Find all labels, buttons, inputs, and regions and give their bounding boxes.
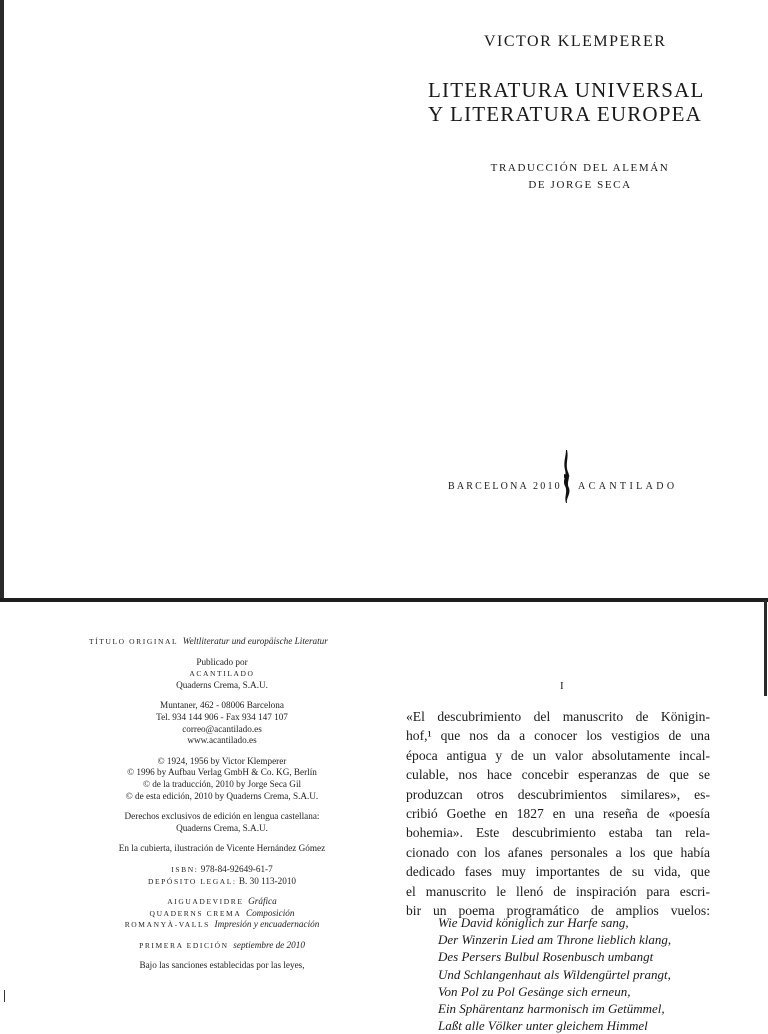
website: www.acantilado.es: [187, 735, 257, 746]
credit-row: AIGUADEVIDRE Gráfica: [167, 896, 277, 907]
copyright-line: © de la traducción, 2010 by Jorge Seca Gil: [142, 778, 302, 789]
page-edge: [764, 600, 767, 696]
text-line: cribió Goethe en 1827 en una reseña de «poesía: [406, 806, 710, 822]
credit-row: ROMANYÀ-VALLS Impresión y encuadernación: [124, 919, 320, 930]
copyright-line: © 1996 by Aufbau Verlag GmbH & Co. KG, Berlín: [127, 767, 317, 778]
isbn-row: ISBN: 978-84-92649-61-7: [171, 863, 273, 874]
text-line: culable, nos hace concebir esperanzas de que se: [406, 767, 710, 783]
poem-line: Wie David königlich zur Harfe sang,: [438, 915, 629, 930]
poem-line: Des Persers Bulbul Rosenbusch umbangt: [438, 949, 654, 965]
text-line: el manuscrito le llenó de inspiración para escri-: [406, 883, 710, 899]
rights-line: Derechos exclusivos de edición en lengua castellana:: [124, 811, 320, 822]
legal-deposit-row: DEPÓSITO LEGAL: B. 30 113-2010: [147, 875, 297, 886]
text-line: cionado con los afanes personales a los que había: [406, 844, 710, 860]
poem: [438, 914, 671, 1034]
book-title: [428, 78, 705, 126]
translation-line: DE JORGE SECA: [528, 179, 632, 191]
title-line: LITERATURA UNIVERSAL: [428, 78, 705, 102]
publisher-logo-icon: [560, 448, 574, 504]
city-year: BARCELONA 2010: [448, 481, 562, 492]
text-line: dedicado fases muy importantes de su vida, que: [406, 864, 710, 880]
poem-line: Laßt alle Völker unter gleichem Himmel: [438, 1018, 648, 1034]
copyright-line: © de esta edición, 2010 by Quaderns Crema, S.A.U.: [125, 790, 319, 801]
page-mark: [4, 990, 5, 1002]
title-line: Y LITERATURA EUROPEA: [428, 102, 703, 126]
address: Muntaner, 462 - 08006 Barcelona: [160, 700, 284, 711]
translation-credit: [482, 160, 678, 194]
body-paragraph: [406, 707, 710, 920]
edition-row: PRIMERA EDICIÓN septiembre de 2010: [139, 939, 305, 950]
page-edge: [0, 0, 4, 600]
poem-line: Und Schlangenhaut als Wildengürtel prangt,: [438, 966, 671, 982]
rights-line: Quaderns Crema, S.A.U.: [176, 822, 268, 833]
text-line: época antigua y de un valor absolutamente incal-: [406, 747, 710, 763]
cover-credit: En la cubierta, ilustración de Vicente Hernández Gómez: [118, 843, 326, 854]
copyright-page: [62, 636, 382, 972]
phone: Tel. 934 144 906 - Fax 934 147 107: [156, 711, 288, 722]
text-line: produzcan otros descubrimientos similares», es-: [406, 786, 710, 802]
sanctions-line: Bajo las sanciones establecidas por las leyes,: [139, 960, 305, 971]
chapter-number: I: [560, 680, 564, 692]
poem-line: Von Pol zu Pol Gesänge sich erneun,: [438, 983, 631, 999]
text-line: hof,¹ que nos da a conocer los vestigios de una: [406, 728, 710, 744]
poem-line: Ein Sphärentanz harmonisch im Getümmel,: [438, 1001, 665, 1017]
published-by: Publicado por: [196, 656, 248, 667]
poem-line: Der Winzerin Lied am Throne lieblich klang,: [438, 932, 672, 948]
email: correo@acantilado.es: [182, 723, 262, 734]
text-line: bohemia». Este descubrimiento estaba tan rela-: [406, 825, 710, 841]
publisher-company: Quaderns Crema, S.A.U.: [176, 679, 268, 690]
publisher-name: ACANTILADO: [578, 481, 678, 492]
text-line: bir un poema programático de amplios vuelos:: [406, 903, 710, 919]
copyright-line: © 1924, 1956 by Victor Klemperer: [157, 755, 287, 766]
text-line: «El descubrimiento del manuscrito de Königin-: [406, 709, 710, 724]
credit-row: QUADERNS CREMA Composición: [149, 907, 295, 918]
title-page: VICTOR KLEMPERER LITERATURA UNIVERSAL Y LITERATURA EUROPEA TRADUCCIÓN DEL ALEMÁN DE JORGE SECA BARCELONA 2010 ACANTILADO: [0, 0, 768, 598]
publisher-name: ACANTILADO: [189, 669, 255, 679]
translation-line: TRADUCCIÓN DEL ALEMÁN: [490, 162, 670, 174]
original-title-row: TÍTULO ORIGINAL Weltliteratur und europäische Literatur: [89, 636, 328, 646]
